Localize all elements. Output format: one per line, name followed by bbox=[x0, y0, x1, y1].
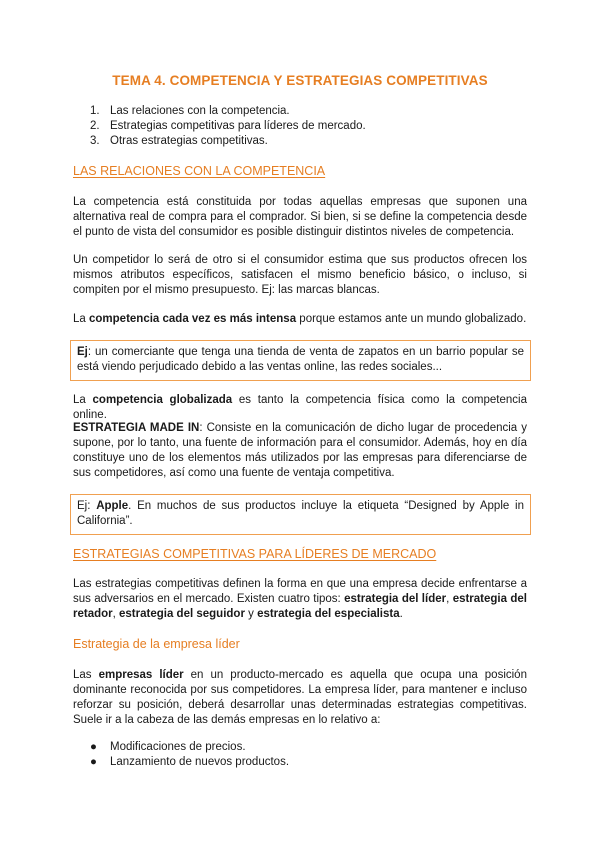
example-box: Ej: un comerciante que tenga una tienda de venta de zapatos en un barrio popular se está viendo perjudicado debido a las ventas online, las redes sociales... bbox=[70, 340, 531, 381]
paragraph: La competencia cada vez es más intensa porque estamos ante un mundo globalizado. bbox=[73, 313, 527, 325]
list-item: ● Lanzamiento de nuevos productos. bbox=[90, 756, 290, 768]
paragraph: Las empresas líder en un producto-mercado es aquella que ocupa una posición dominante reconocida por sus competidores. La empresa líder, para mantener e incluso reforzar su posición, deberá desarrollar unas determinadas estrategias competitivas. Suele ir a la cabeza de las demás empresas en lo relativo a: bbox=[73, 669, 527, 726]
paragraph: Las estrategias competitivas definen la forma en que una empresa decide enfrentarse a sus adversarios en el mercado. Existen cuatro tipos: estrategia del líder, estrategia del retador, estrategia del seguidor y estrategia del especialista. bbox=[73, 578, 528, 620]
example-box: Ej: Apple. En muchos de sus productos incluye la etiqueta “Designed by Apple in California”. bbox=[70, 494, 531, 535]
section-heading-competencia: LAS RELACIONES CON LA COMPETENCIA bbox=[73, 164, 326, 178]
paragraph: La competencia globalizada es tanto la competencia física como la competencia online. bbox=[73, 394, 527, 421]
list-item: 3. Otras estrategias competitivas. bbox=[90, 135, 268, 147]
list-item: 1. Las relaciones con la competencia. bbox=[90, 105, 290, 117]
table-of-contents bbox=[90, 104, 366, 149]
list-item: ● Modificaciones de precios. bbox=[90, 741, 246, 753]
subsection-heading: Estrategia de la empresa líder bbox=[73, 637, 240, 651]
list-item: 2. Estrategias competitivas para líderes de mercado. bbox=[90, 120, 366, 132]
section-heading-estrategias: ESTRATEGIAS COMPETITIVAS PARA LÍDERES DE MERCADO bbox=[73, 547, 437, 561]
document-title: TEMA 4. COMPETENCIA Y ESTRATEGIAS COMPETITIVAS bbox=[112, 73, 488, 88]
bullet-list bbox=[90, 740, 289, 770]
paragraph: Un competidor lo será de otro si el consumidor estima que sus productos ofrecen los mismos atributos específicos, satisfacen el mismo beneficio básico, o incluso, si compiten por el mismo presupuesto. Ej: las marcas blancas. bbox=[73, 254, 527, 296]
paragraph: La competencia está constituida por todas aquellas empresas que suponen una alternativa real de compra para el comprador. Si bien, si se define la competencia desde el punto de vista del consumidor es posible distinguir distintos niveles de competencia. bbox=[73, 196, 527, 238]
bullet-icon: ● bbox=[90, 756, 97, 768]
bullet-icon: ● bbox=[90, 741, 97, 753]
paragraph: ESTRATEGIA MADE IN: Consiste en la comunicación de dicho lugar de procedencia y supone, por lo tanto, una fuente de información para el consumidor. Además, hoy en día constituye uno de los elementos más utilizados por las empresas para diferenciarse de sus competidores, así como una fuente de ventaja competitiva. bbox=[73, 422, 527, 479]
